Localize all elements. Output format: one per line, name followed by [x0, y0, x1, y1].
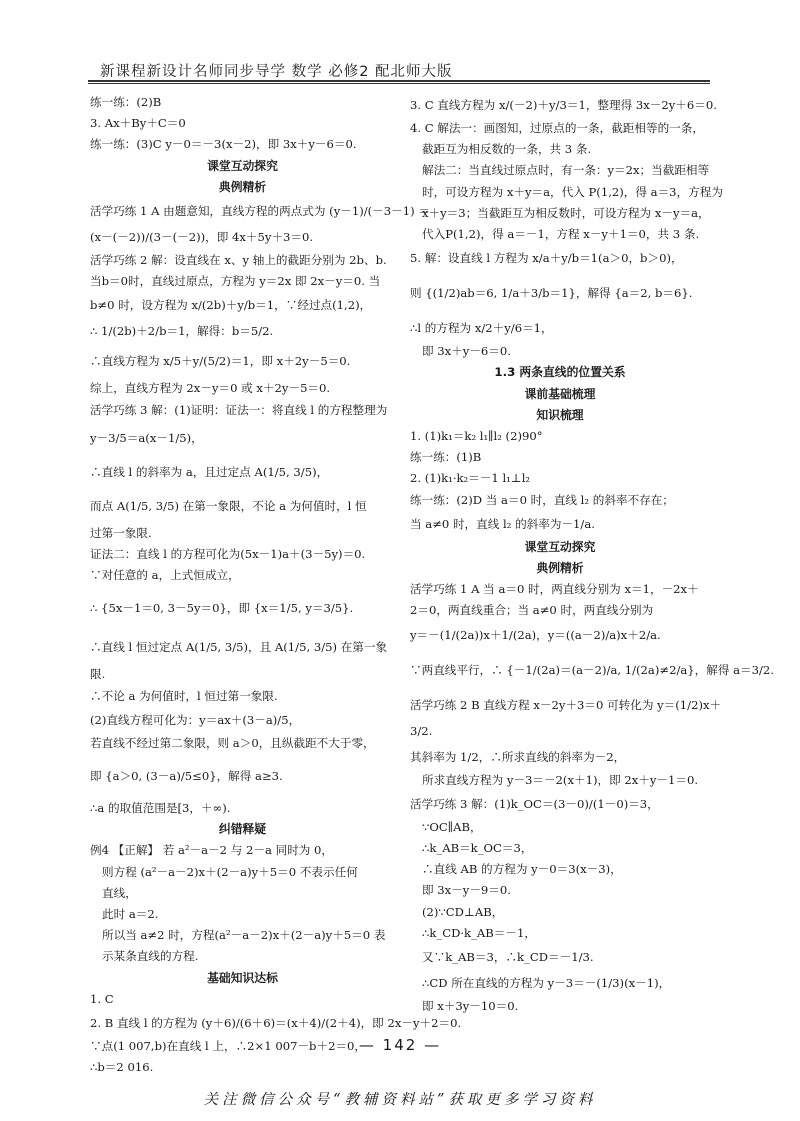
section-heading: 课堂互动探究: [524, 539, 596, 554]
text-line: y＝－(1/(2a))x＋1/(2a)，y＝((a－2)/a)x＋2/a.: [410, 627, 661, 642]
section-heading: 课前基础梳理: [524, 386, 596, 401]
text-line: 综上，直线方程为 2x－y＝0 或 x＋2y－5＝0.: [90, 381, 331, 396]
text-line: (x－(－2))/(3－(－2))，即 4x＋5y＋3＝0.: [90, 230, 314, 245]
text-line: 时，可设方程为 x＋y＝a，代入 P(1,2)，得 a＝3，方程为: [422, 184, 723, 199]
text-line: 所以当 a≠2 时，方程(a²－a－2)x＋(2－a)y＋5＝0 表: [102, 928, 386, 943]
text-line: 3. C 直线方程为 x/(－2)＋y/3＝1，整理得 3x－2y＋6＝0.: [410, 98, 717, 112]
text-line: 而点 A(1/5, 3/5) 在第一象限，不论 a 为何值时，l 恒: [90, 498, 367, 513]
text-line: 限.: [90, 667, 106, 682]
text-line: 4. C 解法一：画图知，过原点的一条，截距相等的一条，: [410, 121, 704, 135]
section-heading: 典例精析: [218, 179, 267, 194]
text-line: 所求直线方程为 y－3＝－2(x＋1)，即 2x＋y－1＝0.: [422, 772, 699, 787]
text-line: ∴直线 AB 的方程为 y－0＝3(x－3)，: [422, 862, 622, 877]
running-header: 新课程新设计名师同步导学 数学 必修2 配北师大版: [100, 64, 453, 80]
text-line: ∴不论 a 为何值时，l 恒过第一象限.: [90, 688, 278, 703]
text-line: 代入P(1,2)，得 a＝－1，方程 x－y＋1＝0，共 3 条.: [422, 227, 700, 242]
text-line: ∵两直线平行，∴ {－1/(2a)＝(a－2)/a, 1/(2a)≠2/a}，解得 a＝3/2.: [410, 662, 774, 677]
text-line: 过第一象限.: [90, 525, 152, 540]
text-line: 活学巧练 3 解：(1)k_OC＝(3－0)/(1－0)＝3，: [410, 796, 659, 811]
text-line: 当b＝0时，直线过原点，方程为 y＝2x 即 2x－y＝0. 当: [90, 274, 381, 289]
text-line: 练一练：(2)B: [90, 95, 162, 109]
section-heading: 课堂互动探究: [207, 158, 278, 173]
text-line: 练一练：(2)D 当 a＝0 时，直线 l₂ 的斜率不存在；: [410, 492, 674, 507]
text-line: ∴b＝2 016.: [90, 1060, 154, 1075]
text-line: 证法二：直线 l 的方程可化为(5x－1)a＋(3－5y)＝0.: [90, 547, 366, 562]
text-line: 5. 解：设直线 l 方程为 x/a＋y/b＝1(a＞0，b＞0)，: [410, 251, 683, 266]
text-line: ∴ {5x－1＝0, 3－5y＝0}，即 {x＝1/5, y＝3/5}.: [90, 601, 354, 616]
section-heading: 知识梳理: [536, 407, 584, 422]
section-heading: 1.3 两条直线的位置关系: [494, 365, 626, 380]
text-line: 即 3x－y－9＝0.: [422, 883, 511, 898]
section-heading: 纠错释疑: [218, 822, 267, 837]
text-line: 1. (1)k₁＝k₂ l₁∥l₂ (2)90°: [410, 429, 543, 444]
text-line: 则 {(1/2)ab＝6, 1/a＋3/b＝1}，解得 {a＝2, b＝6}.: [410, 286, 693, 301]
text-line: 活学巧练 2 解：设直线在 x、y 轴上的截距分别为 2b、b.: [90, 253, 387, 268]
text-line: 2. B 直线 l 的方程为 (y＋6)/(6＋6)＝(x＋4)/(2＋4)，即 2x－y＋2＝0.: [90, 1016, 462, 1031]
text-line: 活学巧练 1 A 当 a＝0 时，两直线分别为 x＝1，－2x＋: [410, 582, 699, 597]
footer-note: 关注微信公众号“教辅资料站”获取更多学习资料: [203, 1092, 597, 1108]
section-heading: 典例精析: [536, 561, 584, 576]
text-line: y－3/5＝a(x－1/5)，: [90, 430, 203, 445]
text-line: ∴直线 l 的斜率为 a，且过定点 A(1/5, 3/5)，: [90, 464, 329, 479]
text-line: ∵点(1 007,b)在直线 l 上，∴2×1 007－b＋2＝0，: [90, 1039, 367, 1054]
right-column: [410, 92, 774, 1017]
text-line: ∴直线方程为 x/5＋y/(5/2)＝1，即 x＋2y－5＝0.: [90, 354, 351, 369]
text-line: 2. (1)k₁·k₂＝－1 l₁⊥l₂: [410, 471, 531, 486]
text-line: ∵OC∥AB，: [422, 819, 482, 834]
text-line: 即 {a＞0, (3－a)/5≤0}，解得 a≥3.: [90, 769, 283, 784]
text-line: 即 3x＋y－6＝0.: [422, 344, 511, 359]
page-number: — 142 —: [358, 1036, 442, 1054]
section-heading: 基础知识达标: [207, 970, 278, 985]
text-line: ∴a 的取值范围是[3，＋∞).: [90, 801, 231, 816]
text-line: 又∵k_AB＝3，∴k_CD＝－1/3.: [422, 950, 594, 965]
text-line: 即 x＋3y－10＝0.: [422, 999, 519, 1014]
text-line: 直线，: [102, 885, 137, 900]
text-line: (2)∵CD⊥AB，: [422, 904, 504, 919]
text-line: 解法二：当直线过原点时，有一条：y＝2x；当截距相等: [422, 163, 710, 178]
text-line: 练一练：(3)C y－0＝－3(x－2)，即 3x＋y－6＝0.: [90, 137, 357, 152]
text-line: 例4 【正解】 若 a²－a－2 与 2－a 同时为 0，: [90, 843, 333, 858]
text-line: 活学巧练 3 解：(1)证明：证法一：将直线 l 的方程整理为: [90, 402, 388, 417]
text-line: ∴k_CD·k_AB＝－1，: [422, 925, 536, 940]
text-line: ∴CD 所在直线的方程为 y－3＝－(1/3)(x－1)，: [422, 976, 671, 991]
text-line: 活学巧练 1 A 由题意知，直线方程的两点式为 (y－1)/(－3－1) ＝: [90, 204, 430, 219]
header-rule: [88, 80, 710, 82]
text-line: ∴ 1/(2b)＋2/b＝1，解得：b＝5/2.: [90, 324, 274, 339]
text-line: ∴k_AB＝k_OC＝3，: [422, 841, 533, 856]
text-line: 其斜率为 1/2，∴所求直线的斜率为－2，: [410, 749, 626, 764]
text-line: 当 a≠0 时，直线 l₂ 的斜率为－1/a.: [410, 516, 595, 531]
text-line: 2＝0，两直线重合；当 a≠0 时，两直线分别为: [410, 603, 654, 618]
text-line: x＋y＝3；当截距互为相反数时，可设方程为 x－y＝a，: [422, 205, 710, 220]
text-line: 3. Ax＋By＋C＝0: [90, 116, 186, 131]
text-line: 若直线不经过第二象限，则 a＞0，且纵截距不大于零，: [90, 735, 375, 750]
text-line: 练一练：(1)B: [410, 450, 482, 465]
text-line: (2)直线方程可化为：y＝ax＋(3－a)/5，: [90, 712, 301, 727]
text-line: ∴l 的方程为 x/2＋y/6＝1，: [410, 321, 553, 336]
text-line: 示某条直线的方程.: [102, 949, 199, 964]
header-rule-thin: [88, 83, 710, 84]
text-line: 活学巧练 2 B 直线方程 x－2y＋3＝0 可转化为 y＝(1/2)x＋: [410, 697, 722, 712]
text-line: ∴直线 l 恒过定点 A(1/5, 3/5)，且 A(1/5, 3/5) 在第一象: [90, 640, 388, 655]
text-line: b≠0 时，设方程为 x/(2b)＋y/b＝1，∵经过点(1,2)，: [90, 298, 372, 313]
text-line: 3/2.: [410, 723, 433, 738]
text-line: 则方程 (a²－a－2)x＋(2－a)y＋5＝0 不表示任何: [102, 864, 358, 879]
text-line: 此时 a＝2.: [102, 907, 159, 922]
text-line: 1. C: [90, 991, 114, 1006]
text-line: ∵对任意的 a，上式恒成立，: [90, 568, 240, 583]
text-line: 截距互为相反数的一条，共 3 条.: [422, 142, 592, 157]
